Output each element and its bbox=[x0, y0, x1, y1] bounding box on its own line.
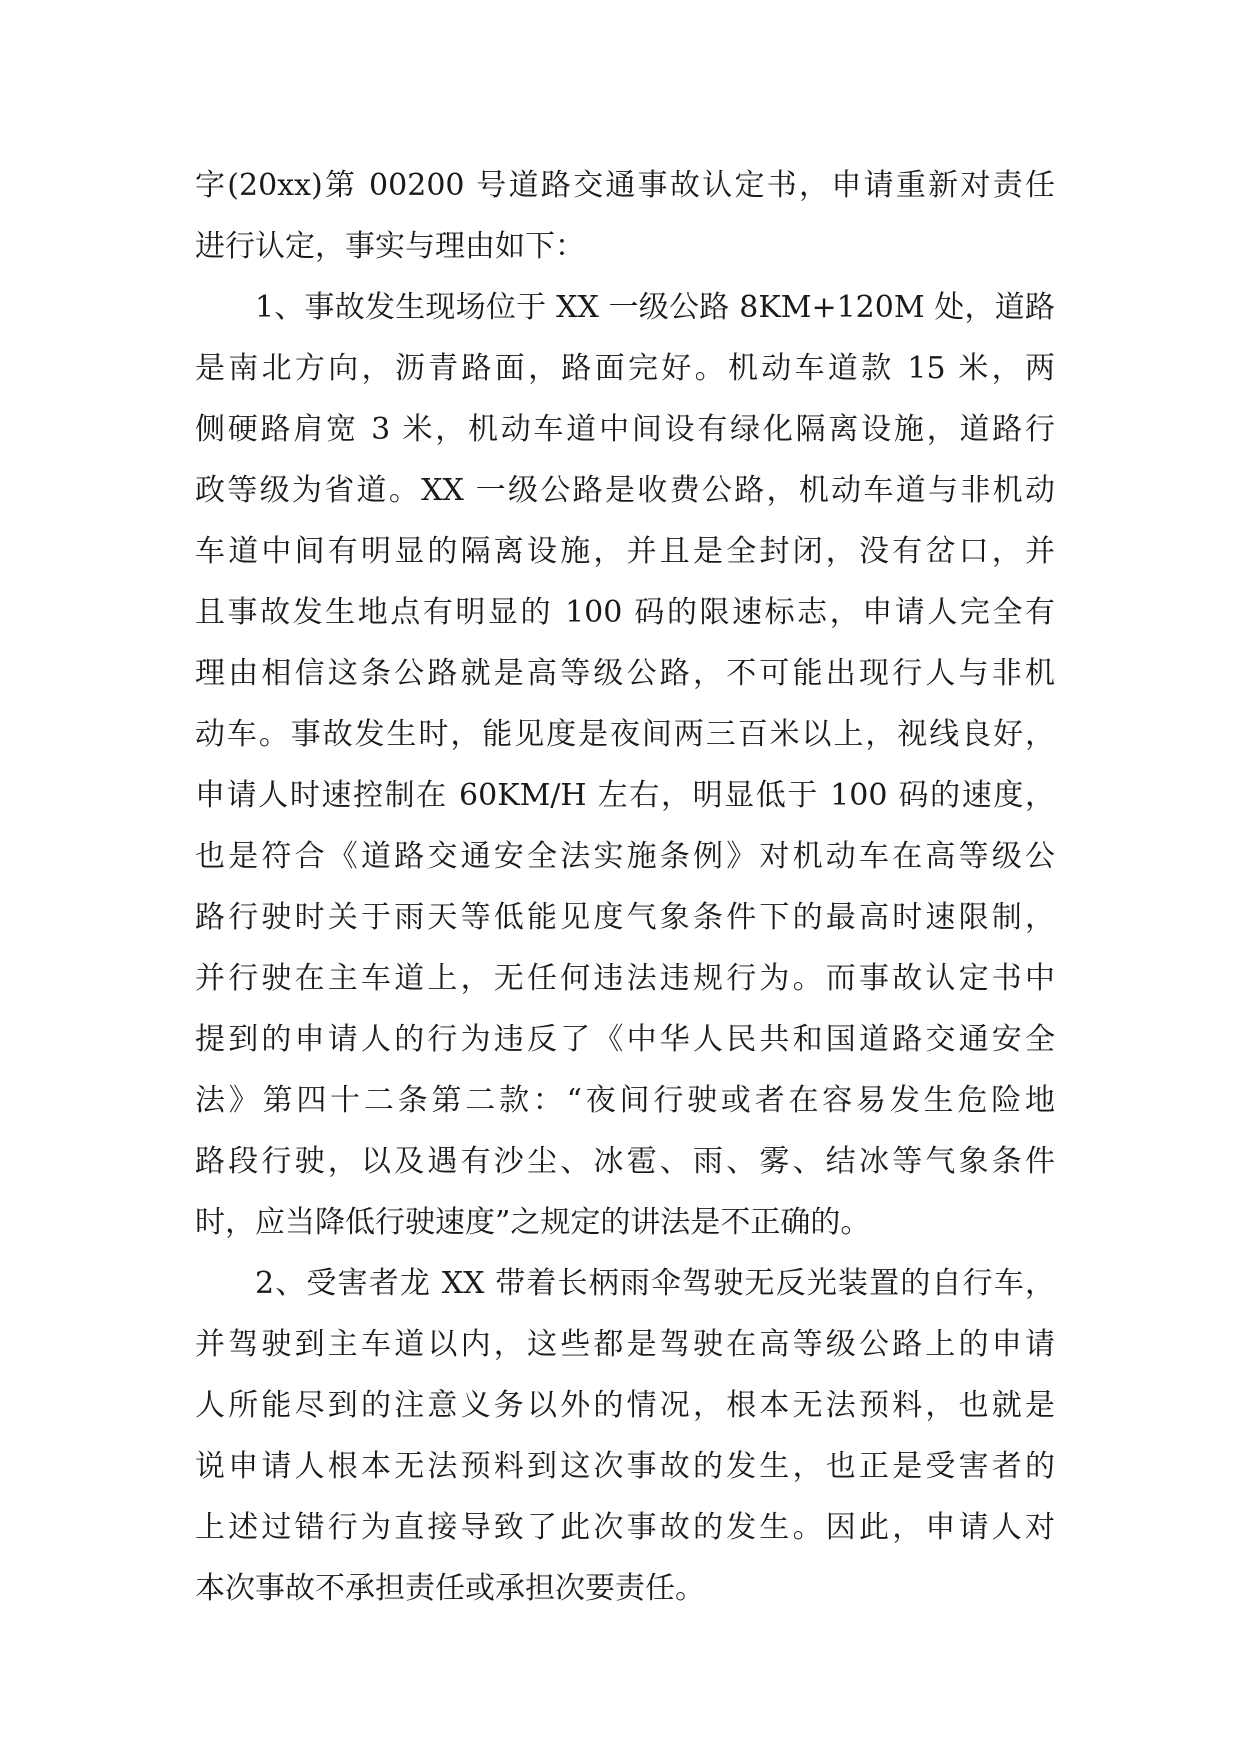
document-body bbox=[195, 155, 1055, 1619]
text-line: 法》第四十二条第二款：“夜间行驶或者在容易发生危险地 bbox=[195, 1083, 1055, 1118]
text-line: 车道中间有明显的隔离设施，并且是全封闭，没有岔口，并 bbox=[195, 534, 1055, 569]
text-line: 路行驶时关于雨天等低能见度气象条件下的最高时速限制， bbox=[195, 900, 1055, 935]
text-line: 并驾驶到主车道以内，这些都是驾驶在高等级公路上的申请 bbox=[195, 1327, 1055, 1362]
text-line: 时，应当降低行驶速度”之规定的讲法是不正确的。 bbox=[195, 1205, 871, 1240]
text-line: 路段行驶，以及遇有沙尘、冰雹、雨、雾、结冰等气象条件 bbox=[195, 1144, 1055, 1179]
text-line: 说申请人根本无法预料到这次事故的发生，也正是受害者的 bbox=[195, 1449, 1055, 1484]
text-line: 人所能尽到的注意义务以外的情况，根本无法预料，也就是 bbox=[195, 1388, 1055, 1423]
text-line: 是南北方向，沥青路面，路面完好。机动车道款 15 米，两 bbox=[195, 351, 1055, 386]
text-line: 并行驶在主车道上，无任何违法违规行为。而事故认定书中 bbox=[195, 961, 1055, 996]
text-line: 申请人时速控制在 60KM/H 左右，明显低于 100 码的速度， bbox=[195, 778, 1055, 813]
text-line: 理由相信这条公路就是高等级公路，不可能出现行人与非机 bbox=[195, 656, 1055, 691]
text-line: 字(20xx)第 00200 号道路交通事故认定书，申请重新对责任 bbox=[195, 168, 1055, 203]
text-line: 侧硬路肩宽 3 米，机动车道中间设有绿化隔离设施，道路行 bbox=[195, 412, 1055, 447]
text-line: 2、受害者龙 XX 带着长柄雨伞驾驶无反光装置的自行车， bbox=[255, 1266, 1055, 1301]
text-line: 本次事故不承担责任或承担次要责任。 bbox=[195, 1571, 705, 1606]
text-line: 1、事故发生现场位于 XX 一级公路 8KM+120M 处，道路 bbox=[255, 290, 1055, 325]
text-line: 上述过错行为直接导致了此次事故的发生。因此，申请人对 bbox=[195, 1510, 1055, 1545]
text-line: 也是符合《道路交通安全法实施条例》对机动车在高等级公 bbox=[195, 839, 1055, 874]
text-line: 提到的申请人的行为违反了《中华人民共和国道路交通安全 bbox=[195, 1022, 1055, 1057]
text-line: 且事故发生地点有明显的 100 码的限速标志，申请人完全有 bbox=[195, 595, 1055, 630]
text-line: 政等级为省道。XX 一级公路是收费公路，机动车道与非机动 bbox=[195, 473, 1055, 508]
text-line: 进行认定，事实与理由如下： bbox=[195, 229, 585, 264]
text-line: 动车。事故发生时，能见度是夜间两三百米以上，视线良好， bbox=[195, 717, 1055, 752]
